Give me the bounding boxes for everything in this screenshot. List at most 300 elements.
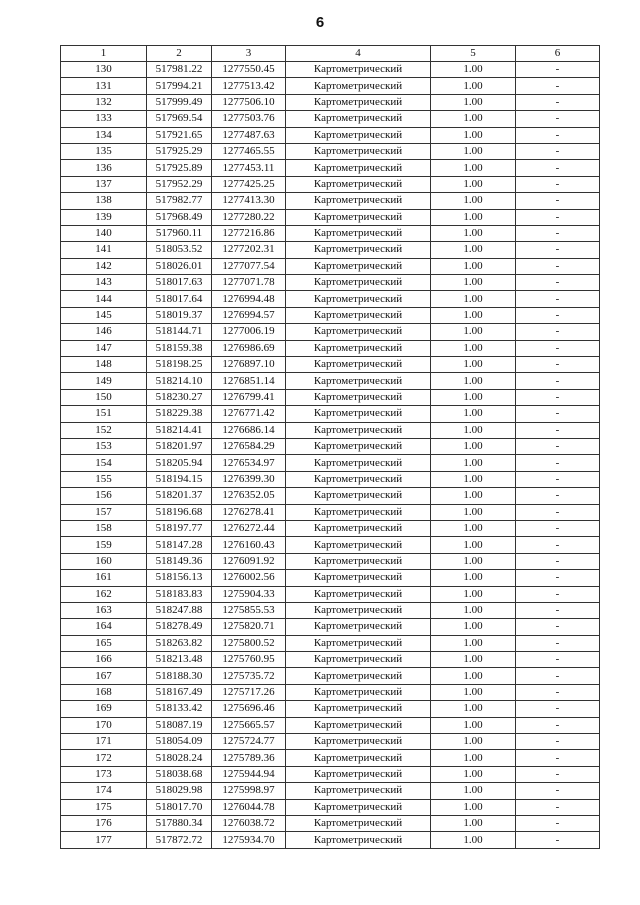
note-cell: - — [516, 815, 600, 831]
header-cell-6: 6 — [516, 46, 600, 62]
point-number-cell: 174 — [61, 783, 147, 799]
method-cell: Картометрический — [286, 570, 431, 586]
table-row — [61, 455, 600, 471]
table-row — [61, 225, 600, 241]
page-number: 6 — [315, 14, 325, 31]
table-row — [61, 307, 600, 323]
accuracy-cell: 1.00 — [431, 701, 516, 717]
point-number-cell: 152 — [61, 422, 147, 438]
point-number-cell: 155 — [61, 471, 147, 487]
point-number-cell: 147 — [61, 340, 147, 356]
y-coordinate-cell: 1277077.54 — [212, 258, 286, 274]
accuracy-cell: 1.00 — [431, 635, 516, 651]
x-coordinate-cell: 517994.21 — [147, 78, 212, 94]
method-cell: Картометрический — [286, 225, 431, 241]
x-coordinate-cell: 517952.29 — [147, 176, 212, 192]
accuracy-cell: 1.00 — [431, 488, 516, 504]
note-cell: - — [516, 799, 600, 815]
accuracy-cell: 1.00 — [431, 684, 516, 700]
table-row — [61, 471, 600, 487]
point-number-cell: 172 — [61, 750, 147, 766]
accuracy-cell: 1.00 — [431, 78, 516, 94]
method-cell: Картометрический — [286, 78, 431, 94]
note-cell: - — [516, 832, 600, 848]
x-coordinate-cell: 518194.15 — [147, 471, 212, 487]
note-cell: - — [516, 537, 600, 553]
method-cell: Картометрический — [286, 750, 431, 766]
accuracy-cell: 1.00 — [431, 717, 516, 733]
method-cell: Картометрический — [286, 258, 431, 274]
table-header — [61, 46, 600, 62]
accuracy-cell: 1.00 — [431, 783, 516, 799]
point-number-cell: 150 — [61, 389, 147, 405]
method-cell: Картометрический — [286, 504, 431, 520]
header-cell-2: 2 — [147, 46, 212, 62]
x-coordinate-cell: 518188.30 — [147, 668, 212, 684]
accuracy-cell: 1.00 — [431, 570, 516, 586]
note-cell: - — [516, 668, 600, 684]
y-coordinate-cell: 1276399.30 — [212, 471, 286, 487]
point-number-cell: 149 — [61, 373, 147, 389]
method-cell: Картометрический — [286, 635, 431, 651]
y-coordinate-cell: 1276044.78 — [212, 799, 286, 815]
method-cell: Картометрический — [286, 406, 431, 422]
point-number-cell: 164 — [61, 619, 147, 635]
accuracy-cell: 1.00 — [431, 275, 516, 291]
note-cell: - — [516, 717, 600, 733]
x-coordinate-cell: 518167.49 — [147, 684, 212, 700]
accuracy-cell: 1.00 — [431, 62, 516, 78]
table-row — [61, 242, 600, 258]
y-coordinate-cell: 1276002.56 — [212, 570, 286, 586]
y-coordinate-cell: 1275800.52 — [212, 635, 286, 651]
y-coordinate-cell: 1275760.95 — [212, 652, 286, 668]
method-cell: Картометрический — [286, 275, 431, 291]
point-number-cell: 175 — [61, 799, 147, 815]
table-row — [61, 537, 600, 553]
accuracy-cell: 1.00 — [431, 291, 516, 307]
x-coordinate-cell: 517921.65 — [147, 127, 212, 143]
note-cell: - — [516, 389, 600, 405]
accuracy-cell: 1.00 — [431, 619, 516, 635]
y-coordinate-cell: 1275665.57 — [212, 717, 286, 733]
point-number-cell: 131 — [61, 78, 147, 94]
point-number-cell: 140 — [61, 225, 147, 241]
y-coordinate-cell: 1277425.25 — [212, 176, 286, 192]
method-cell: Картометрический — [286, 455, 431, 471]
accuracy-cell: 1.00 — [431, 602, 516, 618]
method-cell: Картометрический — [286, 422, 431, 438]
method-cell: Картометрический — [286, 520, 431, 536]
y-coordinate-cell: 1277503.76 — [212, 111, 286, 127]
point-number-cell: 144 — [61, 291, 147, 307]
note-cell: - — [516, 504, 600, 520]
y-coordinate-cell: 1276352.05 — [212, 488, 286, 504]
table-row — [61, 684, 600, 700]
x-coordinate-cell: 518197.77 — [147, 520, 212, 536]
accuracy-cell: 1.00 — [431, 176, 516, 192]
y-coordinate-cell: 1277465.55 — [212, 143, 286, 159]
y-coordinate-cell: 1276686.14 — [212, 422, 286, 438]
method-cell: Картометрический — [286, 668, 431, 684]
method-cell: Картометрический — [286, 242, 431, 258]
note-cell: - — [516, 750, 600, 766]
point-number-cell: 137 — [61, 176, 147, 192]
note-cell: - — [516, 357, 600, 373]
note-cell: - — [516, 619, 600, 635]
method-cell: Картометрический — [286, 684, 431, 700]
x-coordinate-cell: 518247.88 — [147, 602, 212, 618]
point-number-cell: 142 — [61, 258, 147, 274]
x-coordinate-cell: 518214.41 — [147, 422, 212, 438]
method-cell: Картометрический — [286, 553, 431, 569]
note-cell: - — [516, 570, 600, 586]
y-coordinate-cell: 1275944.94 — [212, 766, 286, 782]
x-coordinate-cell: 518263.82 — [147, 635, 212, 651]
y-coordinate-cell: 1277513.42 — [212, 78, 286, 94]
note-cell: - — [516, 766, 600, 782]
point-number-cell: 132 — [61, 94, 147, 110]
table-body — [61, 62, 600, 849]
point-number-cell: 160 — [61, 553, 147, 569]
point-number-cell: 161 — [61, 570, 147, 586]
y-coordinate-cell: 1275717.26 — [212, 684, 286, 700]
accuracy-cell: 1.00 — [431, 258, 516, 274]
y-coordinate-cell: 1275789.36 — [212, 750, 286, 766]
point-number-cell: 171 — [61, 734, 147, 750]
method-cell: Картометрический — [286, 438, 431, 454]
header-cell-3: 3 — [212, 46, 286, 62]
table-row — [61, 553, 600, 569]
note-cell: - — [516, 62, 600, 78]
table-row — [61, 783, 600, 799]
method-cell: Картометрический — [286, 783, 431, 799]
x-coordinate-cell: 517969.54 — [147, 111, 212, 127]
point-number-cell: 148 — [61, 357, 147, 373]
accuracy-cell: 1.00 — [431, 242, 516, 258]
header-row — [61, 46, 600, 62]
accuracy-cell: 1.00 — [431, 652, 516, 668]
x-coordinate-cell: 518054.09 — [147, 734, 212, 750]
method-cell: Картометрический — [286, 127, 431, 143]
y-coordinate-cell: 1276091.92 — [212, 553, 286, 569]
x-coordinate-cell: 517880.34 — [147, 815, 212, 831]
x-coordinate-cell: 518149.36 — [147, 553, 212, 569]
method-cell: Картометрический — [286, 619, 431, 635]
table-row — [61, 111, 600, 127]
table-row — [61, 340, 600, 356]
table-row — [61, 373, 600, 389]
x-coordinate-cell: 518278.49 — [147, 619, 212, 635]
point-number-cell: 146 — [61, 324, 147, 340]
note-cell: - — [516, 111, 600, 127]
note-cell: - — [516, 258, 600, 274]
point-number-cell: 162 — [61, 586, 147, 602]
point-number-cell: 141 — [61, 242, 147, 258]
x-coordinate-cell: 518028.24 — [147, 750, 212, 766]
y-coordinate-cell: 1276278.41 — [212, 504, 286, 520]
accuracy-cell: 1.00 — [431, 193, 516, 209]
method-cell: Картометрический — [286, 373, 431, 389]
table-row — [61, 766, 600, 782]
note-cell: - — [516, 455, 600, 471]
y-coordinate-cell: 1277006.19 — [212, 324, 286, 340]
y-coordinate-cell: 1277216.86 — [212, 225, 286, 241]
point-number-cell: 177 — [61, 832, 147, 848]
point-number-cell: 143 — [61, 275, 147, 291]
point-number-cell: 165 — [61, 635, 147, 651]
method-cell: Картометрический — [286, 766, 431, 782]
note-cell: - — [516, 553, 600, 569]
note-cell: - — [516, 78, 600, 94]
y-coordinate-cell: 1276584.29 — [212, 438, 286, 454]
table-row — [61, 275, 600, 291]
method-cell: Картометрический — [286, 701, 431, 717]
table-row — [61, 717, 600, 733]
y-coordinate-cell: 1277202.31 — [212, 242, 286, 258]
note-cell: - — [516, 324, 600, 340]
table-row — [61, 586, 600, 602]
table-row — [61, 520, 600, 536]
point-number-cell: 153 — [61, 438, 147, 454]
x-coordinate-cell: 518147.28 — [147, 537, 212, 553]
note-cell: - — [516, 176, 600, 192]
method-cell: Картометрический — [286, 176, 431, 192]
y-coordinate-cell: 1276534.97 — [212, 455, 286, 471]
table-row — [61, 389, 600, 405]
y-coordinate-cell: 1277506.10 — [212, 94, 286, 110]
note-cell: - — [516, 127, 600, 143]
table-row — [61, 734, 600, 750]
table-row — [61, 635, 600, 651]
table-row — [61, 422, 600, 438]
point-number-cell: 136 — [61, 160, 147, 176]
y-coordinate-cell: 1276851.14 — [212, 373, 286, 389]
accuracy-cell: 1.00 — [431, 832, 516, 848]
method-cell: Картометрический — [286, 389, 431, 405]
x-coordinate-cell: 518230.27 — [147, 389, 212, 405]
x-coordinate-cell: 517925.89 — [147, 160, 212, 176]
accuracy-cell: 1.00 — [431, 307, 516, 323]
note-cell: - — [516, 438, 600, 454]
note-cell: - — [516, 635, 600, 651]
accuracy-cell: 1.00 — [431, 438, 516, 454]
y-coordinate-cell: 1276994.57 — [212, 307, 286, 323]
method-cell: Картометрический — [286, 143, 431, 159]
x-coordinate-cell: 518026.01 — [147, 258, 212, 274]
x-coordinate-cell: 518029.98 — [147, 783, 212, 799]
method-cell: Картометрический — [286, 340, 431, 356]
point-number-cell: 138 — [61, 193, 147, 209]
note-cell: - — [516, 422, 600, 438]
x-coordinate-cell: 518133.42 — [147, 701, 212, 717]
y-coordinate-cell: 1275998.97 — [212, 783, 286, 799]
point-number-cell: 135 — [61, 143, 147, 159]
method-cell: Картометрический — [286, 324, 431, 340]
accuracy-cell: 1.00 — [431, 520, 516, 536]
note-cell: - — [516, 701, 600, 717]
x-coordinate-cell: 518017.70 — [147, 799, 212, 815]
accuracy-cell: 1.00 — [431, 324, 516, 340]
point-number-cell: 166 — [61, 652, 147, 668]
table-row — [61, 143, 600, 159]
y-coordinate-cell: 1277453.11 — [212, 160, 286, 176]
point-number-cell: 151 — [61, 406, 147, 422]
note-cell: - — [516, 291, 600, 307]
point-number-cell: 154 — [61, 455, 147, 471]
y-coordinate-cell: 1277550.45 — [212, 62, 286, 78]
accuracy-cell: 1.00 — [431, 815, 516, 831]
x-coordinate-cell: 518201.37 — [147, 488, 212, 504]
accuracy-cell: 1.00 — [431, 504, 516, 520]
note-cell: - — [516, 406, 600, 422]
accuracy-cell: 1.00 — [431, 455, 516, 471]
method-cell: Картометрический — [286, 652, 431, 668]
accuracy-cell: 1.00 — [431, 143, 516, 159]
method-cell: Картометрический — [286, 291, 431, 307]
x-coordinate-cell: 518213.48 — [147, 652, 212, 668]
accuracy-cell: 1.00 — [431, 799, 516, 815]
point-number-cell: 176 — [61, 815, 147, 831]
method-cell: Картометрический — [286, 471, 431, 487]
note-cell: - — [516, 488, 600, 504]
table-row — [61, 357, 600, 373]
table-row — [61, 750, 600, 766]
y-coordinate-cell: 1276160.43 — [212, 537, 286, 553]
table-row — [61, 62, 600, 78]
table-row — [61, 258, 600, 274]
x-coordinate-cell: 518017.64 — [147, 291, 212, 307]
x-coordinate-cell: 517981.22 — [147, 62, 212, 78]
point-number-cell: 159 — [61, 537, 147, 553]
point-number-cell: 169 — [61, 701, 147, 717]
method-cell: Картометрический — [286, 111, 431, 127]
accuracy-cell: 1.00 — [431, 553, 516, 569]
x-coordinate-cell: 518205.94 — [147, 455, 212, 471]
accuracy-cell: 1.00 — [431, 127, 516, 143]
point-number-cell: 130 — [61, 62, 147, 78]
y-coordinate-cell: 1275724.77 — [212, 734, 286, 750]
accuracy-cell: 1.00 — [431, 357, 516, 373]
method-cell: Картометрический — [286, 537, 431, 553]
point-number-cell: 134 — [61, 127, 147, 143]
coordinates-table — [60, 45, 600, 849]
x-coordinate-cell: 518183.83 — [147, 586, 212, 602]
x-coordinate-cell: 518159.38 — [147, 340, 212, 356]
table-row — [61, 832, 600, 848]
y-coordinate-cell: 1277280.22 — [212, 209, 286, 225]
y-coordinate-cell: 1276038.72 — [212, 815, 286, 831]
accuracy-cell: 1.00 — [431, 209, 516, 225]
x-coordinate-cell: 517872.72 — [147, 832, 212, 848]
point-number-cell: 168 — [61, 684, 147, 700]
accuracy-cell: 1.00 — [431, 111, 516, 127]
table-row — [61, 324, 600, 340]
table-row — [61, 94, 600, 110]
method-cell: Картометрический — [286, 586, 431, 602]
accuracy-cell: 1.00 — [431, 373, 516, 389]
table-row — [61, 570, 600, 586]
table-row — [61, 799, 600, 815]
note-cell: - — [516, 225, 600, 241]
note-cell: - — [516, 602, 600, 618]
table-row — [61, 291, 600, 307]
y-coordinate-cell: 1276799.41 — [212, 389, 286, 405]
accuracy-cell: 1.00 — [431, 766, 516, 782]
note-cell: - — [516, 143, 600, 159]
table-row — [61, 815, 600, 831]
y-coordinate-cell: 1275696.46 — [212, 701, 286, 717]
note-cell: - — [516, 684, 600, 700]
table-row — [61, 78, 600, 94]
y-coordinate-cell: 1276771.42 — [212, 406, 286, 422]
accuracy-cell: 1.00 — [431, 734, 516, 750]
accuracy-cell: 1.00 — [431, 586, 516, 602]
x-coordinate-cell: 518198.25 — [147, 357, 212, 373]
method-cell: Картометрический — [286, 734, 431, 750]
note-cell: - — [516, 242, 600, 258]
accuracy-cell: 1.00 — [431, 471, 516, 487]
table-row — [61, 619, 600, 635]
accuracy-cell: 1.00 — [431, 668, 516, 684]
method-cell: Картометрический — [286, 94, 431, 110]
accuracy-cell: 1.00 — [431, 537, 516, 553]
accuracy-cell: 1.00 — [431, 225, 516, 241]
x-coordinate-cell: 518087.19 — [147, 717, 212, 733]
table-row — [61, 406, 600, 422]
method-cell: Картометрический — [286, 160, 431, 176]
accuracy-cell: 1.00 — [431, 94, 516, 110]
accuracy-cell: 1.00 — [431, 750, 516, 766]
y-coordinate-cell: 1275904.33 — [212, 586, 286, 602]
point-number-cell: 158 — [61, 520, 147, 536]
header-cell-5: 5 — [431, 46, 516, 62]
x-coordinate-cell: 518019.37 — [147, 307, 212, 323]
method-cell: Картометрический — [286, 357, 431, 373]
x-coordinate-cell: 518156.13 — [147, 570, 212, 586]
y-coordinate-cell: 1277487.63 — [212, 127, 286, 143]
table-row — [61, 160, 600, 176]
note-cell: - — [516, 94, 600, 110]
y-coordinate-cell: 1277071.78 — [212, 275, 286, 291]
x-coordinate-cell: 518201.97 — [147, 438, 212, 454]
point-number-cell: 163 — [61, 602, 147, 618]
y-coordinate-cell: 1275934.70 — [212, 832, 286, 848]
y-coordinate-cell: 1275855.53 — [212, 602, 286, 618]
y-coordinate-cell: 1276986.69 — [212, 340, 286, 356]
point-number-cell: 145 — [61, 307, 147, 323]
point-number-cell: 170 — [61, 717, 147, 733]
note-cell: - — [516, 340, 600, 356]
x-coordinate-cell: 518196.68 — [147, 504, 212, 520]
point-number-cell: 133 — [61, 111, 147, 127]
x-coordinate-cell: 518229.38 — [147, 406, 212, 422]
note-cell: - — [516, 734, 600, 750]
x-coordinate-cell: 518053.52 — [147, 242, 212, 258]
x-coordinate-cell: 517960.11 — [147, 225, 212, 241]
table-row — [61, 701, 600, 717]
note-cell: - — [516, 275, 600, 291]
note-cell: - — [516, 783, 600, 799]
y-coordinate-cell: 1276897.10 — [212, 357, 286, 373]
note-cell: - — [516, 471, 600, 487]
table-row — [61, 176, 600, 192]
accuracy-cell: 1.00 — [431, 389, 516, 405]
x-coordinate-cell: 518144.71 — [147, 324, 212, 340]
point-number-cell: 157 — [61, 504, 147, 520]
accuracy-cell: 1.00 — [431, 422, 516, 438]
method-cell: Картометрический — [286, 62, 431, 78]
